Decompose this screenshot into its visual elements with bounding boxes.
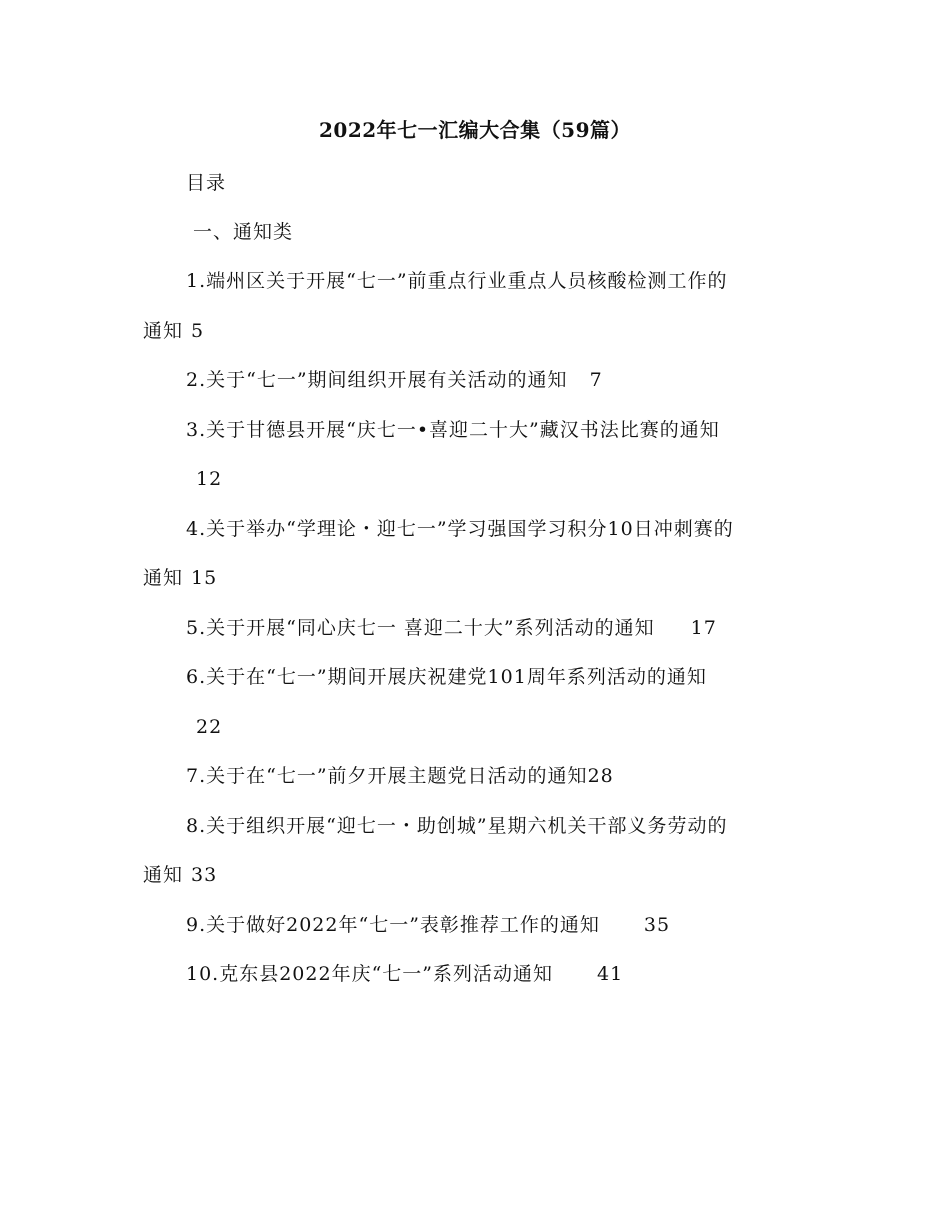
- toc-entry-2-text: 2.关于“七一”期间组织开展有关活动的通知: [186, 369, 568, 391]
- toc-entry-4-text[interactable]: 4.关于举办“学理论・迎七一”学习强国学习积分10日冲刺赛的: [186, 518, 734, 540]
- toc-entry-5[interactable]: [186, 614, 717, 642]
- toc-entry-4-line2: 通知: [143, 567, 184, 589]
- toc-entry-8-line2: 通知: [143, 864, 184, 886]
- toc-entry-1-text[interactable]: 1.端州区关于开展“七一”前重点行业重点人员核酸检测工作的: [186, 270, 728, 292]
- toc-entry-9[interactable]: [186, 911, 670, 939]
- toc-entry-2-page: 7: [589, 369, 603, 391]
- toc-heading: 目录: [186, 172, 227, 194]
- document-title: 2022年七一汇编大合集（59篇）: [319, 118, 631, 142]
- toc-entry-10-text: 10.克东县2022年庆“七一”系列活动通知: [186, 963, 553, 985]
- toc-entry-4-continuation: [143, 564, 217, 592]
- toc-entry-2[interactable]: [186, 366, 603, 394]
- toc-entry-7[interactable]: [186, 762, 614, 790]
- toc-entry-6-page: 22: [196, 716, 223, 738]
- toc-entry-8-page: 33: [191, 864, 218, 886]
- toc-entry-7-text: 7.关于在“七一”前夕开展主题党日活动的通知: [186, 765, 588, 787]
- toc-entry-8-continuation: [143, 861, 217, 889]
- toc-entry-10-page: 41: [597, 963, 624, 985]
- toc-entry-9-text: 9.关于做好2022年“七一”表彰推荐工作的通知: [186, 914, 600, 936]
- toc-entry-1-line2: 通知: [143, 320, 184, 342]
- toc-entry-6-text[interactable]: 6.关于在“七一”期间开展庆祝建党101周年系列活动的通知: [186, 666, 707, 688]
- toc-entry-1-page: 5: [191, 320, 205, 342]
- toc-entry-5-text: 5.关于开展“同心庆七一 喜迎二十大”系列活动的通知: [186, 617, 655, 639]
- toc-entry-9-page: 35: [643, 914, 671, 936]
- toc-entry-7-page: 28: [587, 765, 614, 787]
- toc-entry-8-text[interactable]: 8.关于组织开展“迎七一・助创城”星期六机关干部义务劳动的: [186, 815, 728, 837]
- toc-entry-3-text[interactable]: 3.关于甘德县开展“庆七一•喜迎二十大”藏汉书法比赛的通知: [186, 419, 720, 441]
- toc-entry-3-page: 12: [196, 468, 223, 490]
- toc-entry-4-page: 15: [191, 567, 218, 589]
- toc-entry-5-page: 17: [690, 617, 717, 639]
- section-heading: 一、通知类: [193, 221, 294, 243]
- toc-entry-1-continuation: [143, 317, 204, 345]
- toc-entry-10[interactable]: [186, 960, 623, 988]
